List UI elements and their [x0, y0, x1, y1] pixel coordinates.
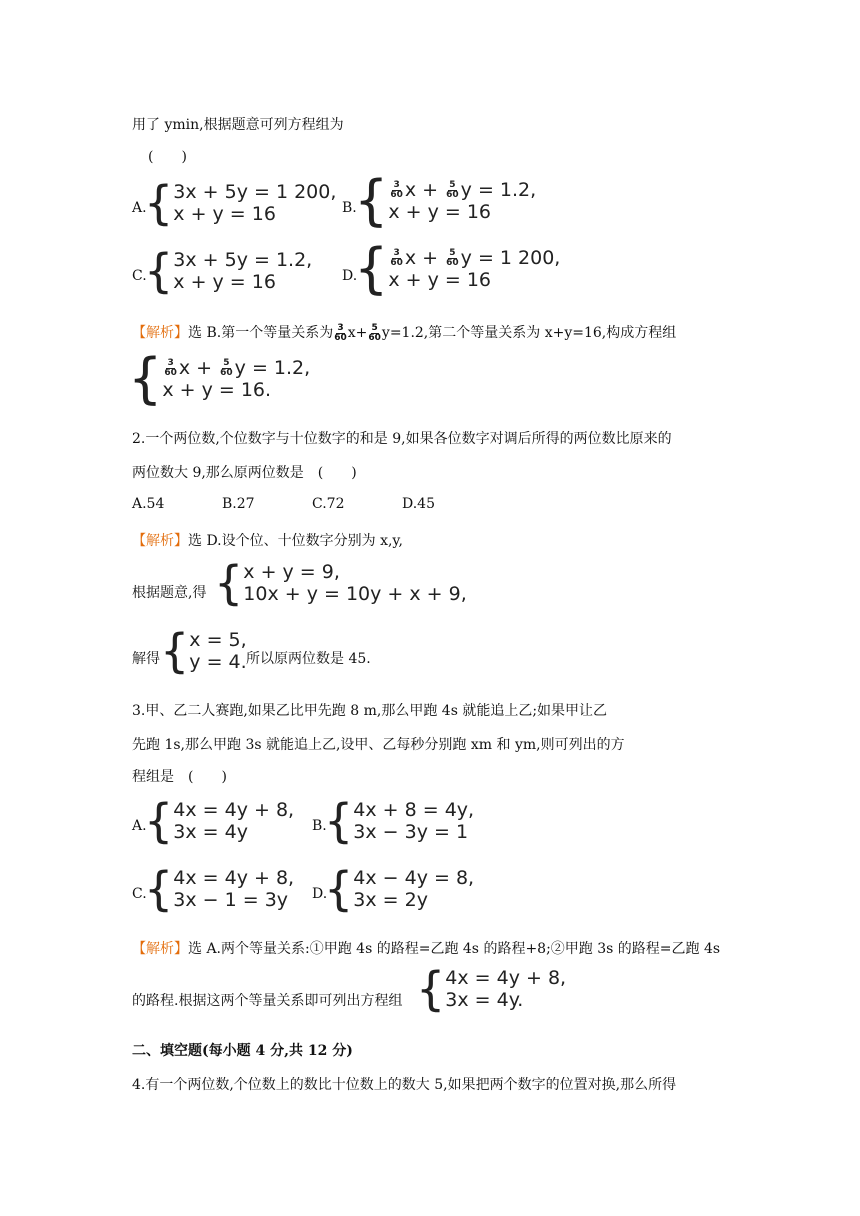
q3-stem-line2: 先跑 1s,那么甲跑 3s 就能追上乙,设甲、乙每秒分别跑 xm 和 ym,则可列出的方	[132, 737, 625, 753]
q2-stem-line1: 2.一个两位数,个位数字与十位数字的和是 9,如果各位数字对调后所得的两位数比原来的	[132, 431, 672, 447]
q3-option-c-system	[144, 862, 295, 916]
q2-solution-system	[160, 624, 247, 678]
q1-stem-end: 用了 ymin,根据题意可列方程组为	[132, 117, 344, 133]
brace-symbol: {	[354, 237, 389, 300]
q1-answer-system	[128, 347, 311, 410]
fraction: $\frac{5}{60}$	[446, 180, 459, 200]
equation-line: 4x = 4y + 8,	[173, 799, 295, 821]
brace-symbol: {	[416, 962, 446, 1016]
equation-line: 4x − 4y = 8,	[353, 867, 475, 889]
equation-line: 3x = 2y	[353, 889, 428, 911]
equation-line: y = 4.	[189, 651, 247, 673]
analysis-tag: 【解析】	[132, 941, 188, 957]
q1-option-b-system	[354, 169, 537, 232]
equation-line: x + y = 16	[173, 203, 276, 225]
section-heading: 二、填空题(每小题 4 分,共 12 分)	[132, 1043, 353, 1059]
q1-option-b-label: B.	[342, 200, 357, 216]
q2-option-a: A.54	[132, 496, 165, 512]
q2-option-d: D.45	[402, 496, 435, 512]
brace-symbol: {	[324, 862, 354, 916]
equation-line: 3x = 4y.	[445, 989, 524, 1011]
q3-analysis-line1: 【解析】选 A.两个等量关系:①甲跑 4s 的路程=乙跑 4s 的路程+8;②甲跑 3s 的路程=乙跑 4s	[132, 941, 721, 957]
fraction: $\frac{3}{60}$	[334, 322, 347, 343]
q2-analysis-line2: 根据题意,得	[132, 585, 207, 601]
brace-symbol: {	[160, 624, 190, 678]
q1-option-c-label: C.	[132, 268, 147, 284]
q2-option-c: C.72	[312, 496, 345, 512]
q2-stem-line2: 两位数大 9,那么原两位数是 ( )	[132, 465, 357, 481]
equation-line: $\frac{3}{60}$ x + $\frac{5}{60}$ y = 1 200,	[390, 247, 561, 269]
equation-line: 4x = 4y + 8,	[173, 867, 295, 889]
q3-analysis-line2: 的路程.根据这两个等量关系即可列出方程组	[132, 993, 403, 1009]
equation-line: 3x − 3y = 1	[353, 821, 469, 843]
q1-analysis: 【解析】选 B.第一个等量关系为 $\frac{3}{60}$ x+ $\frac{5}{60}$ y=1.2,第二个等量关系为 x+y=16,构成方程组	[132, 322, 677, 343]
fraction: $\frac{3}{60}$	[390, 248, 403, 268]
equation-line: 4x + 8 = 4y,	[353, 799, 475, 821]
q2-analysis-line1: 【解析】选 D.设个位、十位数字分别为 x,y,	[132, 533, 403, 549]
equation-line: $\frac{3}{60}$ x + $\frac{5}{60}$ y = 1.2,	[390, 179, 537, 201]
q3-option-d-label: D.	[312, 886, 328, 902]
q2-solve-suffix: 所以原两位数是 45.	[246, 651, 371, 667]
analysis-tag: 【解析】	[132, 533, 188, 549]
brace-symbol: {	[354, 169, 389, 232]
brace-symbol: {	[144, 176, 174, 230]
q1-option-d-label: D.	[342, 268, 358, 284]
fraction: $\frac{5}{60}$	[220, 358, 233, 378]
equation-line: x + y = 16	[388, 201, 492, 223]
equation-line: x + y = 16.	[162, 379, 272, 401]
q3-stem-line1: 3.甲、乙二人赛跑,如果乙比甲先跑 8 m,那么甲跑 4s 就能追上乙;如果甲让乙	[132, 703, 608, 719]
brace-symbol: {	[214, 556, 244, 610]
q4-stem-line1: 4.有一个两位数,个位数上的数比十位数上的数大 5,如果把两个数字的位置对换,那么所得	[132, 1077, 677, 1093]
q1-option-d-system	[354, 237, 561, 300]
fraction: $\frac{3}{60}$	[390, 180, 403, 200]
brace-symbol: {	[144, 862, 174, 916]
equation-line: 10x + y = 10y + x + 9,	[243, 583, 467, 605]
equation-line: x = 5,	[189, 629, 247, 651]
q2-option-b: B.27	[222, 496, 255, 512]
q3-option-d-system	[324, 862, 475, 916]
q1-answer-blank: ( )	[148, 149, 187, 165]
equation-line: 3x + 5y = 1 200,	[173, 181, 337, 203]
q2-equation-system	[214, 556, 467, 610]
q3-option-b-label: B.	[312, 818, 327, 834]
q1-option-a-system	[144, 176, 337, 230]
q3-option-a-system	[144, 794, 295, 848]
equation-line: 3x = 4y	[173, 821, 248, 843]
q3-option-b-system	[324, 794, 475, 848]
q1-option-c-system	[144, 244, 313, 298]
analysis-tag: 【解析】	[132, 325, 188, 341]
brace-symbol: {	[128, 347, 163, 410]
equation-line: x + y = 9,	[243, 561, 340, 583]
q3-option-c-label: C.	[132, 886, 147, 902]
equation-line: 3x − 1 = 3y	[173, 889, 289, 911]
q3-answer-system	[416, 962, 567, 1016]
fraction: $\frac{5}{60}$	[368, 322, 381, 343]
equation-line: x + y = 16	[173, 271, 276, 293]
q1-option-a-label: A.	[132, 200, 147, 216]
brace-symbol: {	[144, 244, 174, 298]
q2-solve-prefix: 解得	[132, 651, 160, 667]
fraction: $\frac{3}{60}$	[164, 358, 177, 378]
equation-line: $\frac{3}{60}$ x + $\frac{5}{60}$ y = 1.2,	[164, 357, 311, 379]
q3-stem-line3: 程组是 ( )	[132, 769, 227, 785]
brace-symbol: {	[324, 794, 354, 848]
equation-line: 3x + 5y = 1.2,	[173, 249, 313, 271]
fraction: $\frac{5}{60}$	[446, 248, 459, 268]
equation-line: x + y = 16	[388, 269, 492, 291]
q3-option-a-label: A.	[132, 818, 147, 834]
equation-line: 4x = 4y + 8,	[445, 967, 567, 989]
brace-symbol: {	[144, 794, 174, 848]
